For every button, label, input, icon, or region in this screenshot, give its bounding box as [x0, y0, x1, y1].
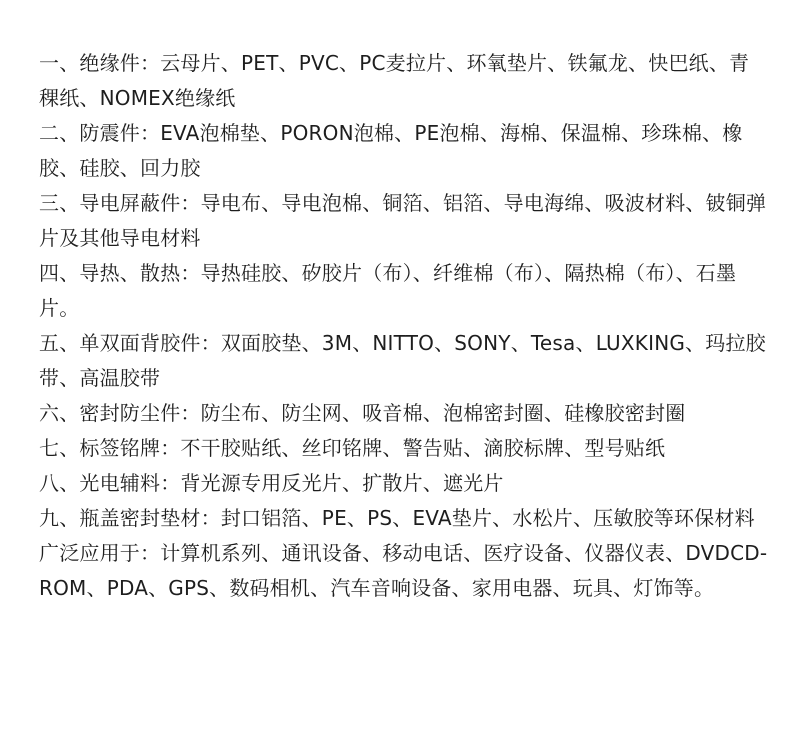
- item-text: 导电布、导电泡棉、铜箔、铝箔、导电海绵、吸波材料、铍铜弹片及其他导电材料: [39, 191, 767, 250]
- item-label: 一、绝缘件：: [39, 51, 161, 75]
- item-text: 计算机系列、通讯设备、移动电话、医疗设备、仪器仪表、DVDCD-ROM、PDA、GPS、数码相机、汽车音响设备、家用电器、玩具、灯饰等。: [39, 541, 768, 600]
- item-insulation: [39, 46, 769, 116]
- item-text: 云母片、PET、PVC、PC麦拉片、环氧垫片、铁氟龙、快巴纸、青稞纸、NOMEX绝缘纸: [39, 51, 750, 110]
- item-label: 广泛应用于：: [39, 541, 161, 565]
- item-label: 八、光电辅料：: [39, 471, 181, 495]
- item-text: 导热硅胶、矽胶片（布）、纤维棉（布）、隔热棉（布）、石墨片。: [39, 261, 737, 320]
- item-sealing-dustproof: [39, 396, 769, 431]
- item-optoelectronic: [39, 466, 769, 501]
- item-label: 六、密封防尘件：: [39, 401, 201, 425]
- item-text: 不干胶贴纸、丝印铭牌、警告贴、滴胶标牌、型号贴纸: [180, 436, 666, 460]
- item-cap-sealing: [39, 501, 769, 536]
- item-thermal: [39, 256, 769, 326]
- item-applications: [39, 536, 769, 606]
- item-label: 九、瓶盖密封垫材：: [39, 506, 221, 530]
- item-label: 七、标签铭牌：: [39, 436, 181, 460]
- item-text: 防尘布、防尘网、吸音棉、泡棉密封圈、硅橡胶密封圈: [200, 401, 686, 425]
- item-text: 背光源专用反光片、扩散片、遮光片: [180, 471, 504, 495]
- item-label: 五、单双面背胶件：: [39, 331, 221, 355]
- item-text: EVA泡棉垫、PORON泡棉、PE泡棉、海棉、保温棉、珍珠棉、橡胶、硅胶、回力胶: [39, 121, 743, 180]
- item-adhesive: [39, 326, 769, 396]
- item-label: 三、导电屏蔽件：: [39, 191, 201, 215]
- item-label: 二、防震件：: [39, 121, 161, 145]
- item-conductive-shielding: [39, 186, 769, 256]
- item-shockproof: [39, 116, 769, 186]
- item-text: 封口铝箔、PE、PS、EVA垫片、水松片、压敏胶等环保材料: [220, 506, 755, 530]
- item-label: 四、导热、散热：: [39, 261, 201, 285]
- product-list-document: [39, 46, 769, 606]
- item-labels-nameplates: [39, 431, 769, 466]
- item-text: 双面胶垫、3M、NITTO、SONY、Tesa、LUXKING、玛拉胶带、高温胶带: [39, 331, 766, 390]
